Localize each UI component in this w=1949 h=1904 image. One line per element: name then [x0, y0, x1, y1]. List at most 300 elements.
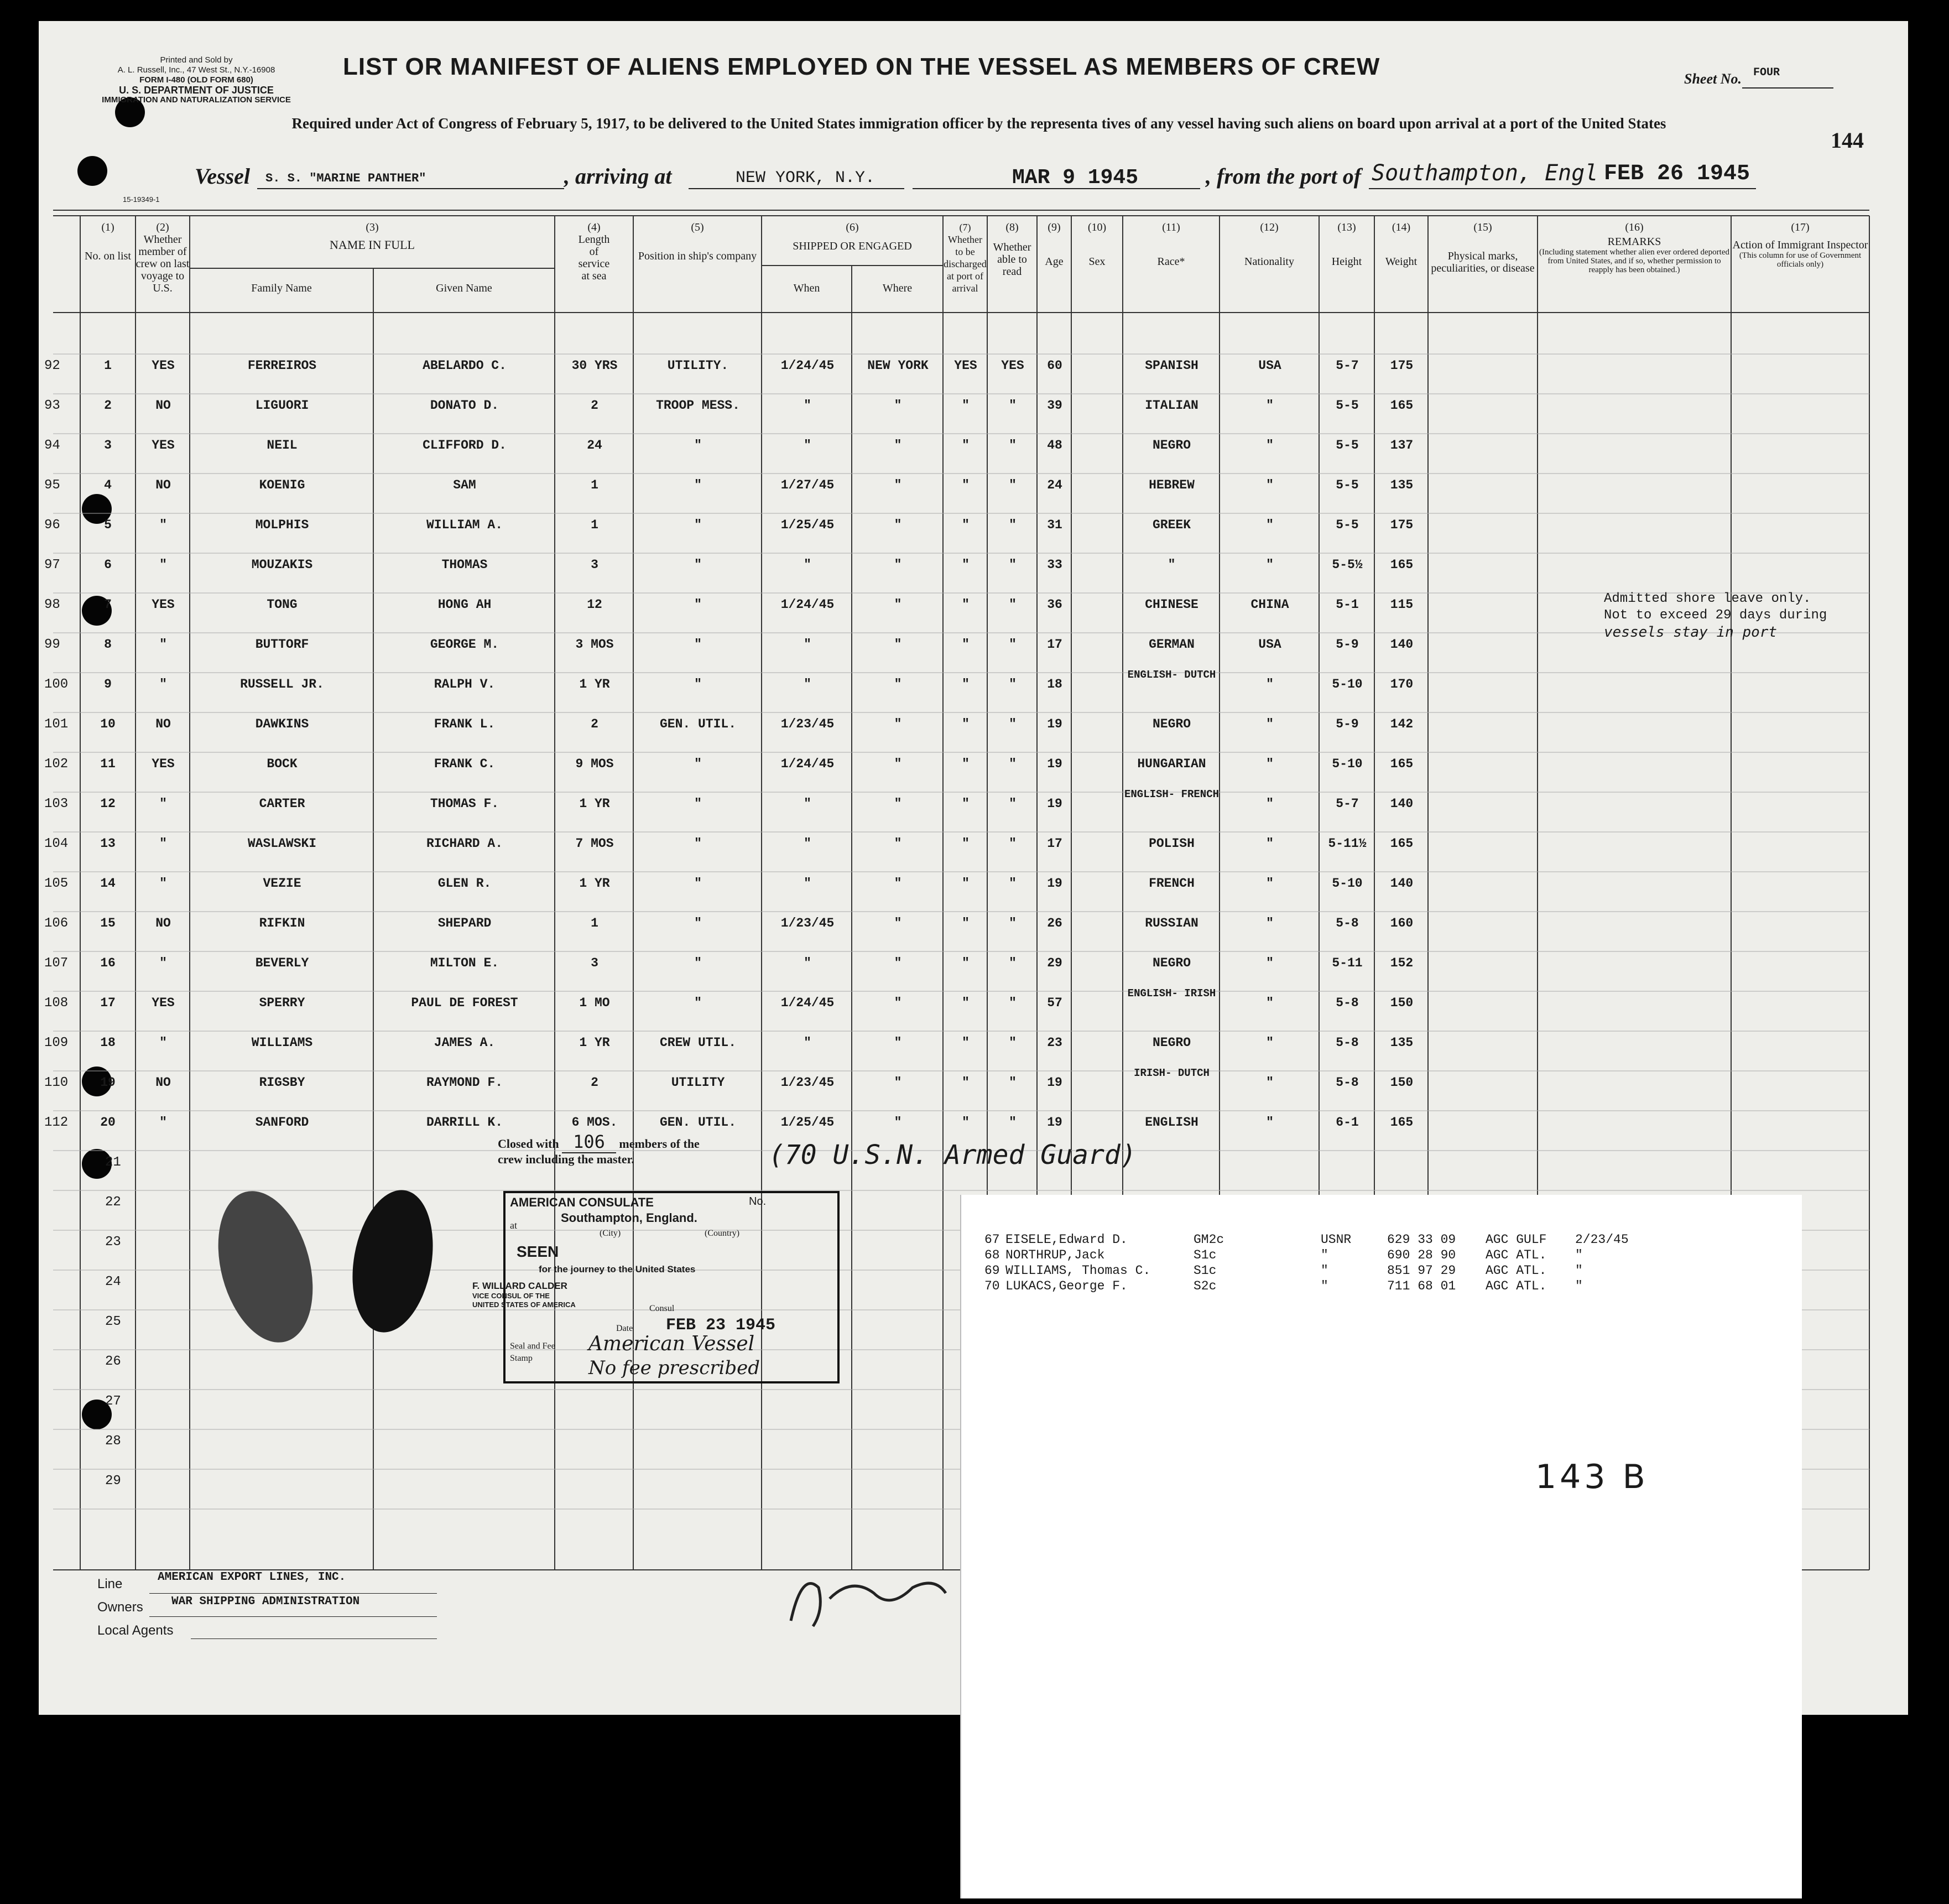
cell-no: 19 — [100, 1075, 116, 1090]
page-title: LIST OR MANIFEST OF ALIENS EMPLOYED ON THE VESSEL AS MEMBERS OF CREW — [343, 53, 1380, 80]
cell-read: " — [1009, 797, 1017, 811]
footer-owners-rule — [149, 1616, 437, 1617]
col-number: (10) — [1087, 221, 1107, 233]
cell-ht: 5-10 — [1332, 876, 1363, 891]
line-number: 92 — [44, 358, 60, 373]
col-header-15 — [1428, 221, 1538, 274]
cell-wt: 142 — [1390, 717, 1414, 731]
footer-line-rule — [149, 1593, 437, 1594]
line-number: 102 — [44, 757, 69, 772]
cell-dis: " — [962, 1115, 970, 1130]
slip-cell-unit: AGC ATL. — [1486, 1248, 1547, 1262]
cell-read: " — [1009, 956, 1017, 970]
cell-ht: 6-1 — [1336, 1115, 1359, 1130]
slip-cell-n: 69 — [984, 1263, 1000, 1278]
cell-no: 14 — [100, 876, 116, 891]
cell-given: SHEPARD — [437, 916, 492, 930]
cell-nat: " — [1266, 757, 1274, 771]
cell-pos: GEN. UTIL. — [659, 717, 737, 731]
cell-dis: " — [962, 677, 970, 691]
cell-family: KOENIG — [259, 478, 305, 492]
cell-family: MOUZAKIS — [251, 558, 313, 572]
cell-race: ITALIAN — [1145, 398, 1198, 413]
col-number: (3) — [366, 221, 379, 233]
cell-ht: 5-7 — [1336, 797, 1359, 811]
cell-pos: " — [694, 438, 702, 452]
cell-age: 39 — [1047, 398, 1062, 413]
from-label: , from the port of — [1206, 164, 1362, 189]
cell-wt: 150 — [1390, 996, 1414, 1010]
cell-when: 1/23/45 — [780, 916, 835, 930]
cell-family: SANFORD — [255, 1115, 309, 1130]
cell-family: CARTER — [259, 797, 305, 811]
cell-svc: 9 MOS — [575, 757, 614, 771]
cell-family: MOLPHIS — [255, 518, 309, 532]
cell-prev: " — [159, 836, 167, 851]
line-number: 94 — [44, 438, 60, 453]
cell-race: " — [1168, 558, 1176, 572]
cell-svc: 3 — [591, 558, 598, 572]
cell-nat: " — [1266, 478, 1274, 492]
cell-given: SAM — [453, 478, 476, 492]
cell-given: ABELARDO C. — [423, 358, 507, 373]
printer-line: Printed and Sold by — [160, 55, 233, 65]
cell-read: " — [1009, 398, 1017, 413]
cell-prev: YES — [152, 597, 175, 612]
cell-read: " — [1009, 836, 1017, 851]
cell-svc: 1 — [591, 916, 598, 930]
col-header-4 — [555, 221, 633, 282]
col-label: Nationality — [1244, 256, 1294, 268]
cell-dis: " — [962, 916, 970, 930]
cell-pos: " — [694, 757, 702, 771]
cell-when: " — [804, 398, 811, 413]
cell-no: 16 — [100, 956, 116, 970]
cell-dis: " — [962, 757, 970, 771]
slip-cell-num: 851 97 29 — [1387, 1263, 1456, 1278]
cell-where: " — [894, 478, 902, 492]
cell-no: 17 — [100, 996, 116, 1010]
cell-dis: " — [962, 836, 970, 851]
attached-armed-guard-slip — [960, 1195, 1802, 1898]
cell-no: 18 — [100, 1036, 116, 1050]
page-number: 144 — [1831, 128, 1864, 153]
consul-name: F. WILLARD CALDER — [472, 1281, 567, 1291]
cell-ht: 5-5 — [1336, 478, 1359, 492]
cell-dis: " — [962, 438, 970, 452]
cell-age: 17 — [1047, 836, 1062, 851]
cell-where: " — [894, 876, 902, 891]
consul-label: Consul — [649, 1304, 675, 1313]
cell-nat: " — [1266, 996, 1274, 1010]
col-header-1 — [80, 221, 136, 262]
cell-family: VEZIE — [263, 876, 301, 891]
cell-race: FRENCH — [1149, 876, 1195, 891]
cell-pos: " — [694, 876, 702, 891]
cell-age: 29 — [1047, 956, 1062, 970]
cell-race: POLISH — [1149, 836, 1195, 851]
cell-wt: 137 — [1390, 438, 1414, 452]
slip-cell-rate: GM2c — [1194, 1232, 1224, 1247]
cell-ht: 5-11½ — [1328, 836, 1367, 851]
cell-ht: 5-8 — [1336, 996, 1359, 1010]
cell-given: RICHARD A. — [426, 836, 503, 851]
cell-nat: " — [1266, 438, 1274, 452]
line-number: 95 — [44, 478, 60, 493]
seal-stamps — [205, 1178, 470, 1355]
cell-wt: 175 — [1390, 358, 1414, 373]
cell-race: RUSSIAN — [1145, 916, 1198, 930]
empty-row-number: 25 — [105, 1314, 121, 1329]
cell-prev: " — [159, 797, 167, 811]
cell-prev: " — [159, 1115, 167, 1130]
cell-family: RIFKIN — [259, 916, 305, 930]
cell-family: BEVERLY — [255, 956, 309, 970]
footer-owners-value: WAR SHIPPING ADMINISTRATION — [171, 1595, 360, 1608]
col-label: Age — [1045, 256, 1064, 268]
col-label: Race* — [1157, 256, 1185, 268]
cell-age: 19 — [1047, 1075, 1062, 1090]
consulate-seen: SEEN — [517, 1243, 559, 1260]
cell-race: SPANISH — [1145, 358, 1198, 373]
cell-race: HUNGARIAN — [1137, 757, 1206, 771]
col-header-3b: Given Name — [436, 282, 492, 294]
printer-line: FORM I-480 (OLD FORM 680) — [139, 75, 253, 85]
cell-no: 2 — [104, 398, 112, 413]
cell-nat: " — [1266, 717, 1274, 731]
cell-pos: UTILITY. — [667, 358, 729, 373]
cell-given: THOMAS F. — [430, 797, 499, 811]
cell-dis: " — [962, 797, 970, 811]
cell-wt: 140 — [1390, 797, 1414, 811]
cell-family: NEIL — [267, 438, 298, 452]
cell-svc: 2 — [591, 1075, 598, 1090]
consulate-stamp — [472, 1191, 840, 1383]
remarks-line: Admitted shore leave only. — [1604, 591, 1811, 606]
col-number: (11) — [1162, 221, 1180, 233]
cell-no: 7 — [104, 597, 112, 612]
closing-count: 106 — [562, 1131, 616, 1153]
col-label: NAME IN FULL — [330, 238, 415, 252]
cell-read: YES — [1001, 358, 1024, 373]
cell-wt: 165 — [1390, 1115, 1414, 1130]
from-port-handwritten: Southampton, Engl — [1372, 160, 1598, 186]
cell-prev: " — [159, 637, 167, 652]
cell-no: 12 — [100, 797, 116, 811]
empty-row-number: 21 — [105, 1155, 121, 1170]
cell-no: 1 — [104, 358, 112, 373]
cell-dis: " — [962, 876, 970, 891]
cell-svc: 3 MOS — [575, 637, 614, 652]
cell-given: FRANK L. — [434, 717, 496, 731]
cell-prev: " — [159, 876, 167, 891]
slip-cell-date: " — [1575, 1263, 1583, 1278]
cell-svc: 7 MOS — [575, 836, 614, 851]
cell-family: RUSSELL JR. — [240, 677, 324, 691]
cell-no: 15 — [100, 916, 116, 930]
cell-dis: " — [962, 518, 970, 532]
cell-svc: 1 YR — [579, 876, 610, 891]
cell-read: " — [1009, 996, 1017, 1010]
departure-date-stamp: FEB 26 1945 — [1604, 162, 1750, 186]
cell-when: 1/25/45 — [780, 518, 835, 532]
cell-pos: " — [694, 478, 702, 492]
cell-age: 19 — [1047, 717, 1062, 731]
cell-dis: " — [962, 478, 970, 492]
cell-given: FRANK C. — [434, 757, 496, 771]
cell-when: " — [804, 438, 811, 452]
cell-age: 19 — [1047, 1115, 1062, 1130]
col-header-16 — [1538, 221, 1731, 274]
cell-read: " — [1009, 876, 1017, 891]
col-header-7 — [943, 221, 987, 294]
cell-given: HONG AH — [437, 597, 492, 612]
col-header-6 — [762, 221, 943, 252]
col-label: Whether to be discharged at port of arrival — [944, 234, 987, 294]
printer-line: U. S. DEPARTMENT OF JUSTICE — [119, 85, 274, 96]
cell-family: FERREIROS — [247, 358, 317, 373]
cell-dis: " — [962, 558, 970, 572]
cell-family: LIGUORI — [255, 398, 309, 413]
col-label: No. on list — [85, 250, 131, 262]
line-number: 101 — [44, 717, 69, 732]
cell-read: " — [1009, 637, 1017, 652]
col-label: Weight — [1385, 256, 1418, 268]
cell-ht: 5-5 — [1336, 438, 1359, 452]
line-number: 97 — [44, 558, 60, 573]
col-number: (13) — [1337, 221, 1356, 233]
col-header-6b: Where — [882, 282, 913, 294]
cell-family: WASLAWSKI — [247, 836, 317, 851]
cell-age: 19 — [1047, 876, 1062, 891]
cell-prev: YES — [152, 757, 175, 771]
col-label: Whether able to read — [993, 241, 1031, 278]
line-number: 112 — [44, 1115, 69, 1130]
empty-row-number: 23 — [105, 1235, 121, 1250]
cell-family: DAWKINS — [255, 717, 309, 731]
cell-family: TONG — [267, 597, 298, 612]
cell-read: " — [1009, 478, 1017, 492]
cell-wt: 165 — [1390, 398, 1414, 413]
col-header-3a: Family Name — [251, 282, 312, 294]
cell-when: " — [804, 956, 811, 970]
cell-wt: 150 — [1390, 1075, 1414, 1090]
cell-nat: " — [1266, 836, 1274, 851]
col-label: Sex — [1088, 256, 1106, 268]
cell-when: 1/24/45 — [780, 996, 835, 1010]
cell-when: 1/23/45 — [780, 1075, 835, 1090]
line-number: 99 — [44, 637, 60, 652]
cell-svc: 2 — [591, 717, 598, 731]
col-header-11 — [1123, 221, 1220, 268]
master-signature — [780, 1554, 957, 1637]
col-label: Length of service at sea — [578, 233, 610, 282]
col-label: Height — [1331, 256, 1362, 268]
empty-row-number: 22 — [105, 1195, 121, 1210]
cell-no: 11 — [100, 757, 116, 771]
cell-wt: 135 — [1390, 1036, 1414, 1050]
consulate-city-label: (City) — [600, 1229, 621, 1238]
cell-svc: 30 YRS — [571, 358, 618, 373]
cell-family: RIGSBY — [259, 1075, 305, 1090]
cell-dis: " — [962, 956, 970, 970]
empty-row-number: 28 — [105, 1434, 121, 1449]
cell-ht: 5-10 — [1332, 757, 1363, 771]
consulate-no: No. — [749, 1195, 767, 1208]
cell-age: 18 — [1047, 677, 1062, 691]
col-header-9 — [1037, 221, 1071, 268]
slip-cell-n: 67 — [984, 1232, 1000, 1247]
cell-prev: " — [159, 518, 167, 532]
cell-prev: NO — [155, 1075, 171, 1090]
cell-race: ENGLISH — [1145, 1115, 1198, 1130]
cell-ht: 5-9 — [1336, 637, 1359, 652]
line-number: 93 — [44, 398, 60, 413]
cell-race: GERMAN — [1149, 637, 1195, 652]
slip-cell-name: WILLIAMS, Thomas C. — [1005, 1263, 1151, 1278]
arriving-port: NEW YORK, N.Y. — [736, 169, 876, 188]
cell-prev: " — [159, 558, 167, 572]
cell-no: 9 — [104, 677, 112, 691]
col-label: Physical marks, peculiarities, or disease — [1431, 250, 1535, 274]
cell-given: DONATO D. — [430, 398, 499, 413]
col-header-3 — [190, 221, 555, 251]
cell-where: " — [894, 438, 902, 452]
cell-given: THOMAS — [441, 558, 488, 572]
cell-when: 1/23/45 — [780, 717, 835, 731]
cell-when: 1/25/45 — [780, 1115, 835, 1130]
page-subtitle: Required under Act of Congress of February 5, 1917, to be delivered to the United States immigration officer by the representa tives of any vessel having such aliens on board upon arrival at a port of the United States — [291, 115, 1666, 132]
cell-svc: 24 — [587, 438, 602, 452]
consulate-at: at — [510, 1220, 517, 1231]
slip-cell-num: 629 33 09 — [1387, 1232, 1456, 1247]
line-number: 110 — [44, 1075, 69, 1090]
cell-dis: " — [962, 637, 970, 652]
slip-cell-rate: S1c — [1194, 1263, 1217, 1278]
cell-read: " — [1009, 558, 1017, 572]
cell-where: " — [894, 1036, 902, 1050]
consul-handwritten-1: American Vessel — [588, 1333, 755, 1355]
footer-owners-label: Owners — [97, 1600, 143, 1615]
col-label: Whether member of crew on last voyage to U.S. — [136, 233, 190, 294]
cell-nat: " — [1266, 558, 1274, 572]
col-label: REMARKS — [1607, 236, 1661, 248]
cell-race: IRISH- DUTCH — [1134, 1068, 1210, 1079]
cell-age: 31 — [1047, 518, 1062, 532]
cell-nat: " — [1266, 797, 1274, 811]
line-number: 104 — [44, 836, 69, 851]
cell-when: " — [804, 677, 811, 691]
cell-no: 3 — [104, 438, 112, 452]
cell-nat: USA — [1258, 637, 1281, 652]
cell-age: 24 — [1047, 478, 1062, 492]
cell-race: NEGRO — [1152, 1036, 1191, 1050]
cell-family: BUTTORF — [255, 637, 309, 652]
cell-pos: " — [694, 916, 702, 930]
cell-given: PAUL DE FOREST — [411, 996, 518, 1010]
cell-when: " — [804, 797, 811, 811]
remarks-note — [1604, 591, 1827, 641]
slip-cell-num: 690 28 90 — [1387, 1248, 1456, 1262]
col-number: (15) — [1473, 221, 1492, 233]
sheet-label: Sheet No. — [1684, 71, 1742, 87]
cell-ht: 5-8 — [1336, 1075, 1359, 1090]
line-number: 109 — [44, 1036, 69, 1050]
cell-age: 33 — [1047, 558, 1062, 572]
cell-wt: 115 — [1390, 597, 1414, 612]
cell-prev: NO — [155, 717, 171, 731]
cell-ht: 5-8 — [1336, 1036, 1359, 1050]
col-header-10 — [1071, 221, 1123, 268]
cell-where: " — [894, 717, 902, 731]
col-number: (1) — [101, 221, 114, 233]
cell-race: ENGLISH- FRENCH — [1124, 789, 1220, 800]
cell-nat: " — [1266, 876, 1274, 891]
col-header-12 — [1220, 221, 1319, 268]
cell-when: 1/24/45 — [780, 358, 835, 373]
col-label: SHIPPED OR ENGAGED — [793, 240, 912, 252]
cell-read: " — [1009, 597, 1017, 612]
cell-where: " — [894, 677, 902, 691]
cell-given: DARRILL K. — [426, 1115, 503, 1130]
cell-where: " — [894, 916, 902, 930]
cell-prev: " — [159, 956, 167, 970]
cell-pos: " — [694, 996, 702, 1010]
cell-given: RALPH V. — [434, 677, 496, 691]
cell-nat: " — [1266, 1075, 1274, 1090]
cell-read: " — [1009, 916, 1017, 930]
col-number: (6) — [846, 221, 859, 233]
sheet-value: FOUR — [1753, 66, 1780, 79]
cell-read: " — [1009, 717, 1017, 731]
cell-when: " — [804, 558, 811, 572]
cell-family: WILLIAMS — [251, 1036, 313, 1050]
cell-pos: " — [694, 677, 702, 691]
line-number: 107 — [44, 956, 69, 971]
cell-where: " — [894, 558, 902, 572]
col-number: (9) — [1048, 221, 1061, 233]
col-header-13 — [1319, 221, 1374, 268]
empty-row-number: 26 — [105, 1354, 121, 1369]
cell-ht: 5-9 — [1336, 717, 1359, 731]
consulate-title: AMERICAN CONSULATE — [510, 1195, 654, 1209]
cell-age: 19 — [1047, 797, 1062, 811]
cell-where: " — [894, 956, 902, 970]
cell-given: MILTON E. — [430, 956, 499, 970]
consulate-for: for the journey to the United States — [539, 1264, 696, 1274]
empty-row-number: 27 — [105, 1394, 121, 1409]
cell-read: " — [1009, 438, 1017, 452]
cell-wt: 165 — [1390, 757, 1414, 771]
cell-where: " — [894, 597, 902, 612]
col-number: (14) — [1392, 221, 1411, 233]
cell-ht: 5-1 — [1336, 597, 1359, 612]
cell-given: JAMES A. — [434, 1036, 496, 1050]
cell-age: 26 — [1047, 916, 1062, 930]
col-header-17 — [1731, 221, 1869, 269]
cell-prev: " — [159, 1036, 167, 1050]
cell-dis: " — [962, 996, 970, 1010]
slip-cell-unit: AGC ATL. — [1486, 1279, 1547, 1293]
footer-agents-rule — [191, 1638, 437, 1639]
seal-fee-label: Seal and Fee Stamp — [510, 1341, 555, 1363]
col-header-5 — [633, 221, 762, 262]
empty-row-number: 24 — [105, 1274, 121, 1289]
slip-cell-n: 68 — [984, 1248, 1000, 1262]
cell-nat: " — [1266, 398, 1274, 413]
cell-age: 19 — [1047, 757, 1062, 771]
cell-where: " — [894, 398, 902, 413]
